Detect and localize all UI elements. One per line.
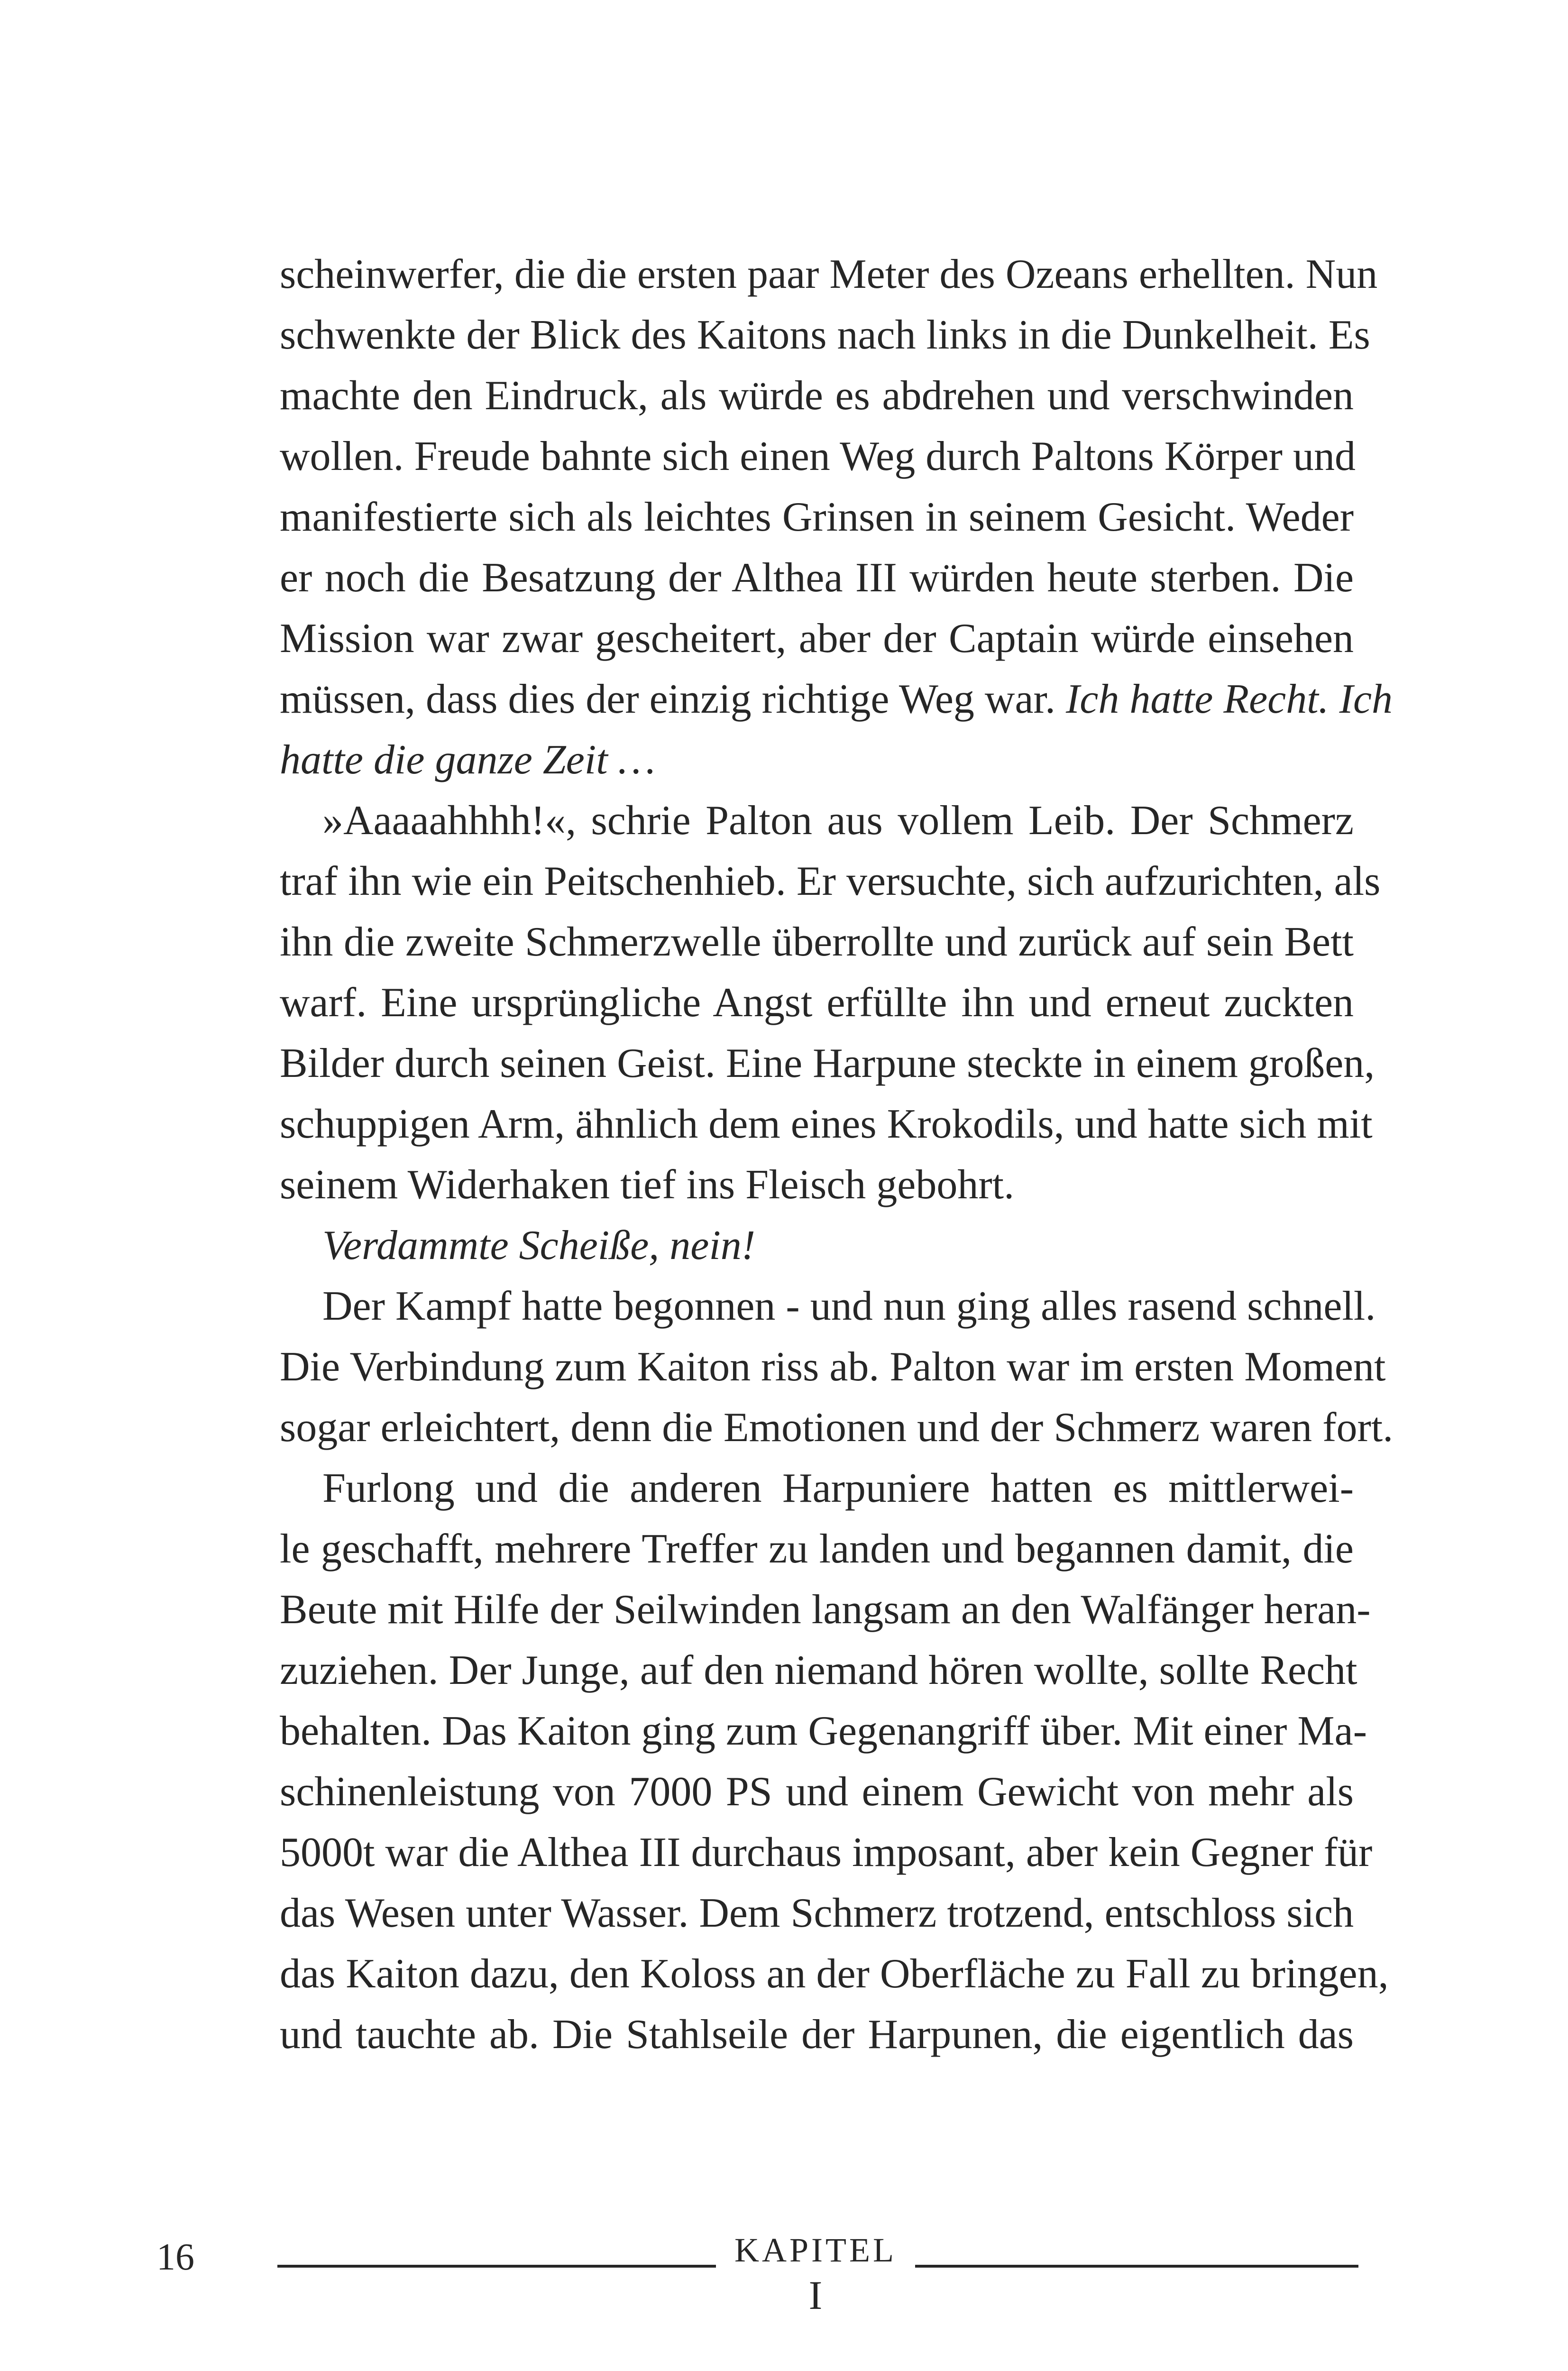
text-line	[280, 548, 1354, 608]
text-line	[280, 912, 1354, 973]
text-run: Bilder durch seinen Geist. Eine Harpune steckte in einem großen,	[280, 1040, 1375, 1086]
text-line	[280, 608, 1354, 669]
footer-rule-left	[277, 2265, 716, 2268]
italic-text: Ich hatte Recht. Ich	[1066, 676, 1393, 722]
text-line	[280, 366, 1354, 426]
chapter-label: KAPITEL	[734, 2231, 897, 2269]
paragraph	[280, 244, 1393, 790]
text-line	[280, 851, 1381, 912]
text-line	[280, 1944, 1389, 2004]
paragraph	[280, 1458, 1389, 2065]
text-run: Der Kampf hatte begonnen - und nun ging alles rasend schnell.	[322, 1283, 1376, 1329]
text-line	[280, 1337, 1386, 1397]
text-run: ihn die zweite Schmerzwelle überrollte und zurück auf sein Bett	[280, 919, 1354, 965]
text-line	[280, 305, 1370, 366]
text-run: schinenleistung von 7000 PS und einem Gewicht von mehr als	[280, 1769, 1354, 1815]
text-run: »Aaaaahhhh!«, schrie Palton aus vollem Leib. Der Schmerz	[322, 798, 1354, 844]
text-line	[280, 487, 1354, 548]
text-run: das Kaiton dazu, den Koloss an der Oberfläche zu Fall zu bringen,	[280, 1951, 1389, 1997]
text-line	[280, 426, 1354, 487]
text-line	[280, 244, 1378, 305]
text-line	[280, 1822, 1373, 1883]
text-line	[280, 1458, 1354, 1519]
text-line	[280, 1094, 1373, 1155]
paragraph	[280, 1215, 1354, 1276]
text-line	[280, 790, 1354, 851]
text-line	[280, 1397, 1394, 1458]
page-number: 16	[156, 2236, 194, 2278]
italic-text: hatte die ganze Zeit …	[280, 737, 655, 783]
chapter-number: I	[808, 2272, 823, 2318]
body-text	[280, 244, 1394, 2065]
paragraph	[280, 1276, 1394, 1458]
text-run: warf. Eine ursprüngliche Angst erfüllte ihn und erneut zuckten	[280, 980, 1354, 1026]
text-line	[280, 1033, 1375, 1094]
text-run: behalten. Das Kaiton ging zum Gegenangriff über. Mit einer Ma-	[280, 1708, 1367, 1754]
text-run: Beute mit Hilfe der Seilwinden langsam an den Walfänger heran-	[280, 1587, 1371, 1633]
text-run: scheinwerfer, die die ersten paar Meter des Ozeans erhellten. Nun	[280, 251, 1378, 297]
text-line	[280, 1762, 1354, 1822]
text-run: und tauchte ab. Die Stahlseile der Harpunen, die eigentlich das	[280, 2012, 1354, 2058]
text-run: Furlong und die anderen Harpuniere hatten es mittlerwei-	[322, 1465, 1354, 1511]
text-run: Mission war zwar gescheitert, aber der Captain würde einsehen	[280, 616, 1354, 662]
text-run: le geschafft, mehrere Treffer zu landen und begannen damit, die	[280, 1526, 1354, 1572]
footer-rule-right	[915, 2265, 1358, 2268]
text-line	[280, 669, 1393, 730]
text-run: 5000t war die Althea III durchaus imposant, aber kein Gegner für	[280, 1829, 1373, 1875]
text-line	[280, 2004, 1354, 2065]
text-run: schwenkte der Blick des Kaitons nach links in die Dunkelheit. Es	[280, 312, 1370, 358]
text-run: sogar erleichtert, denn die Emotionen und der Schmerz waren fort.	[280, 1405, 1394, 1451]
text-line	[280, 730, 1354, 790]
text-line	[280, 1276, 1376, 1337]
text-line	[280, 973, 1354, 1033]
paragraph	[280, 790, 1381, 1215]
text-run: manifestierte sich als leichtes Grinsen in seinem Gesicht. Weder	[280, 494, 1354, 540]
text-run: schuppigen Arm, ähnlich dem eines Krokodils, und hatte sich mit	[280, 1101, 1373, 1147]
text-line	[280, 1155, 1354, 1215]
text-run: machte den Eindruck, als würde es abdrehen und verschwinden	[280, 373, 1354, 419]
text-run: Die Verbindung zum Kaiton riss ab. Palton war im ersten Moment	[280, 1344, 1386, 1390]
text-run: traf ihn wie ein Peitschenhieb. Er versuchte, sich aufzurichten, als	[280, 858, 1381, 904]
text-line	[280, 1519, 1354, 1580]
text-line	[280, 1701, 1367, 1762]
text-run: das Wesen unter Wasser. Dem Schmerz trotzend, entschloss sich	[280, 1890, 1354, 1936]
text-line	[280, 1580, 1371, 1640]
text-run: er noch die Besatzung der Althea III würden heute sterben. Die	[280, 555, 1354, 601]
text-line	[280, 1883, 1354, 1944]
text-run: zuziehen. Der Junge, auf den niemand hören wollte, sollte Recht	[280, 1647, 1357, 1693]
text-run: wollen. Freude bahnte sich einen Weg durch Paltons Körper und	[280, 433, 1356, 479]
text-run: müssen, dass dies der einzig richtige Weg war.	[280, 676, 1066, 722]
text-line	[280, 1640, 1357, 1701]
page-footer	[0, 2210, 1568, 2333]
italic-text: Verdammte Scheiße, nein!	[322, 1222, 756, 1268]
text-run: seinem Widerhaken tief ins Fleisch gebohrt.	[280, 1162, 1015, 1208]
text-line	[280, 1215, 1354, 1276]
